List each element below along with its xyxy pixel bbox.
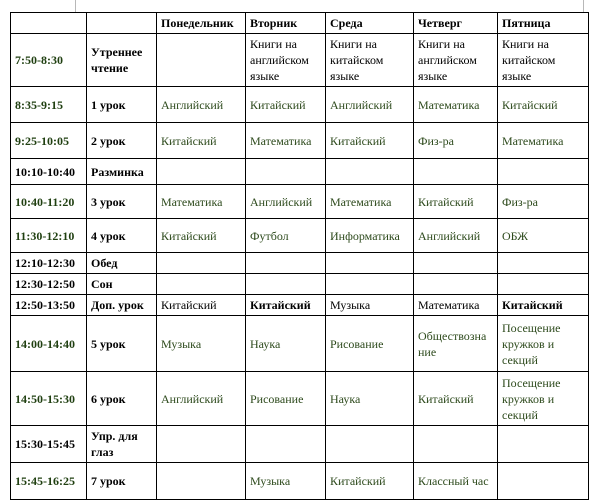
subject-cell: Английский <box>246 185 326 219</box>
day-header-tuesday: Вторник <box>246 13 326 34</box>
subject-cell: Музыка <box>246 463 326 500</box>
subject-cell <box>498 253 589 274</box>
subject-cell <box>246 159 326 185</box>
subject-cell: Математика <box>498 123 589 159</box>
timetable <box>10 12 589 500</box>
subject-cell: Английский <box>326 87 414 123</box>
subject-cell <box>246 274 326 295</box>
subject-cell: Китайский <box>414 372 498 426</box>
subject-cell: Книги на китайском языке <box>498 34 589 87</box>
day-header-wednesday: Среда <box>326 13 414 34</box>
schedule-row <box>11 34 589 87</box>
time-cell: 15:30-15:45 <box>11 426 87 463</box>
time-cell: 15:45-16:25 <box>11 463 87 500</box>
period-label: Упр. для глаз <box>87 426 157 463</box>
subject-cell: Музыка <box>326 295 414 316</box>
subject-cell <box>157 159 246 185</box>
subject-cell <box>414 426 498 463</box>
subject-cell: Посещение кружков и секций <box>498 372 589 426</box>
day-header-thursday: Четверг <box>414 13 498 34</box>
schedule-row <box>11 426 589 463</box>
time-cell: 7:50-8:30 <box>11 34 87 87</box>
subject-cell: Классный час <box>414 463 498 500</box>
subject-cell <box>157 426 246 463</box>
corner-label-cell <box>87 13 157 34</box>
schedule-row <box>11 185 589 219</box>
subject-cell <box>246 426 326 463</box>
subject-cell: Китайский <box>157 123 246 159</box>
subject-cell: Наука <box>246 316 326 372</box>
period-label: 7 урок <box>87 463 157 500</box>
period-label: Разминка <box>87 159 157 185</box>
subject-cell: Обществозна ние <box>414 316 498 372</box>
period-label: Сон <box>87 274 157 295</box>
time-cell: 12:50-13:50 <box>11 295 87 316</box>
time-cell: 10:40-11:20 <box>11 185 87 219</box>
subject-cell <box>246 253 326 274</box>
subject-cell: Математика <box>414 87 498 123</box>
subject-cell: Книги на китайском языке <box>326 34 414 87</box>
subject-cell: Английский <box>414 219 498 253</box>
time-cell: 10:10-10:40 <box>11 159 87 185</box>
schedule-row <box>11 253 589 274</box>
period-label: Доп. урок <box>87 295 157 316</box>
time-cell: 11:30-12:10 <box>11 219 87 253</box>
period-label: 2 урок <box>87 123 157 159</box>
subject-cell: ОБЖ <box>498 219 589 253</box>
subject-cell <box>157 253 246 274</box>
subject-cell: Книги на английском языке <box>414 34 498 87</box>
page-margin-line-right <box>583 0 584 12</box>
subject-cell: Английский <box>157 372 246 426</box>
time-cell: 12:10-12:30 <box>11 253 87 274</box>
period-label: Обед <box>87 253 157 274</box>
subject-cell: Рисование <box>326 316 414 372</box>
schedule-row <box>11 159 589 185</box>
subject-cell <box>326 274 414 295</box>
schedule-row <box>11 219 589 253</box>
subject-cell: Китайский <box>498 87 589 123</box>
subject-cell: Математика <box>246 123 326 159</box>
subject-cell: Наука <box>326 372 414 426</box>
subject-cell <box>157 463 246 500</box>
subject-cell: Английский <box>157 87 246 123</box>
time-cell: 14:00-14:40 <box>11 316 87 372</box>
subject-cell: Китайский <box>157 219 246 253</box>
subject-cell <box>498 463 589 500</box>
time-cell: 12:30-12:50 <box>11 274 87 295</box>
period-label: 4 урок <box>87 219 157 253</box>
subject-cell <box>157 274 246 295</box>
schedule-row <box>11 372 589 426</box>
subject-cell: Китайский <box>246 295 326 316</box>
period-label: 6 урок <box>87 372 157 426</box>
schedule-row <box>11 123 589 159</box>
schedule-row <box>11 295 589 316</box>
subject-cell: Китайский <box>498 295 589 316</box>
subject-cell <box>326 426 414 463</box>
subject-cell: Книги на английском языке <box>246 34 326 87</box>
subject-cell <box>414 253 498 274</box>
schedule-row <box>11 316 589 372</box>
subject-cell: Китайский <box>246 87 326 123</box>
subject-cell <box>326 159 414 185</box>
day-header-friday: Пятница <box>498 13 589 34</box>
subject-cell: Китайский <box>326 123 414 159</box>
subject-cell: Футбол <box>246 219 326 253</box>
time-cell: 14:50-15:30 <box>11 372 87 426</box>
period-label: 1 урок <box>87 87 157 123</box>
subject-cell: Математика <box>157 185 246 219</box>
subject-cell: Музыка <box>157 316 246 372</box>
subject-cell <box>414 159 498 185</box>
day-header-monday: Понедельник <box>157 13 246 34</box>
subject-cell: Математика <box>414 295 498 316</box>
subject-cell <box>498 426 589 463</box>
page-margin-line-left <box>75 0 76 12</box>
subject-cell: Математика <box>326 185 414 219</box>
subject-cell: Китайский <box>414 185 498 219</box>
period-label: Утреннее чтение <box>87 34 157 87</box>
schedule-row <box>11 274 589 295</box>
header-row <box>11 13 589 34</box>
subject-cell: Китайский <box>157 295 246 316</box>
subject-cell <box>414 274 498 295</box>
subject-cell <box>326 253 414 274</box>
subject-cell: Физ-ра <box>498 185 589 219</box>
subject-cell: Посещение кружков и секций <box>498 316 589 372</box>
schedule-row <box>11 463 589 500</box>
corner-time-cell <box>11 13 87 34</box>
subject-cell: Рисование <box>246 372 326 426</box>
schedule-row <box>11 87 589 123</box>
subject-cell: Информатика <box>326 219 414 253</box>
subject-cell <box>157 34 246 87</box>
subject-cell <box>498 159 589 185</box>
subject-cell: Китайский <box>326 463 414 500</box>
time-cell: 8:35-9:15 <box>11 87 87 123</box>
period-label: 5 урок <box>87 316 157 372</box>
subject-cell: Физ-ра <box>414 123 498 159</box>
period-label: 3 урок <box>87 185 157 219</box>
subject-cell <box>498 274 589 295</box>
time-cell: 9:25-10:05 <box>11 123 87 159</box>
